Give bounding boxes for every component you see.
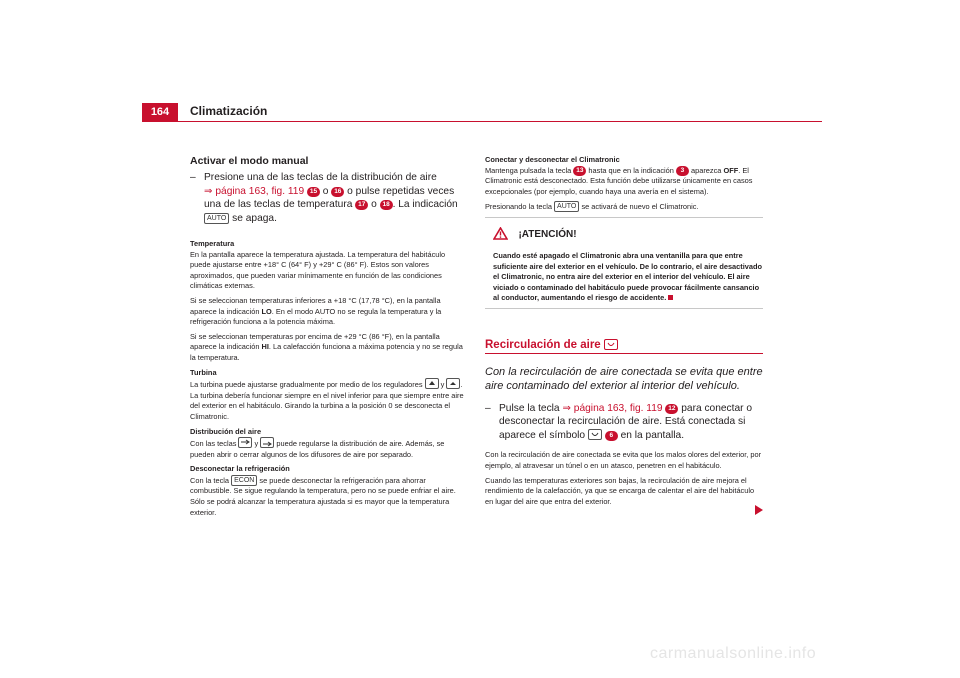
- badge-13: 13: [573, 166, 586, 176]
- recirculation-paragraph: Con la recirculación de aire conectada se evita que los malos olores del exterior, por ejemplo, al atravesar un túnel o en un atasco, penetren en el habitáculo.: [485, 450, 762, 471]
- warning-text: Cuando esté apagado el Climatronic abra una ventanilla para que entre suficiente aire del exterior en el vehículo. De lo contrario, el aire desactivado el Climatronic, no entra aire del exterior en el interior del vehículo. El aire viciado o contaminado del habitáculo puede provocar fácilmente cansancio al conductor, aumentando el riesgo de accidente.: [493, 250, 763, 303]
- badge-17: 17: [355, 200, 368, 210]
- recirculation-icon: [588, 429, 602, 440]
- onoff-paragraph: Mantenga pulsada la tecla 13 hasta que en la indicación 3 aparezca OFF. El Climatronic está desconectado. Esta función debe utilizarse únicamente en casos excepcionales (por ejemplo, cuando haya una avería en el sistema).: [485, 165, 753, 196]
- air-distribution-paragraph: Con las teclas y puede regularse la distribución de aire. Además, se pueden abrir o cerrar algunos de los difusores de aire por separado.: [190, 439, 445, 459]
- step-text: o: [322, 185, 329, 197]
- right-column: [485, 155, 763, 511]
- badge-18: 18: [380, 200, 393, 210]
- badge-15: 15: [307, 187, 320, 197]
- left-column: [190, 155, 465, 522]
- recirculation-lead: Con la recirculación de aire conectada se evita que entre aire contaminado del exterior al interior del vehículo.: [485, 365, 763, 393]
- badge-6: 6: [605, 431, 618, 441]
- page-link[interactable]: ⇒ página 163, fig. 119: [204, 185, 305, 197]
- fan-paragraph: La turbina puede ajustarse gradualmente por medio de los reguladores y . La turbina debería funcionar siempre en el nivel inferior para que siempre entre aire del exterior en el habitáculo. Girando la turbina a la posición 0 se desconecta el Climatronic.: [190, 380, 464, 421]
- page-number: 164: [142, 103, 178, 122]
- step-text: Presione una de las teclas de la distribución de aire: [204, 172, 437, 183]
- step-dash: –: [190, 172, 196, 183]
- step-text: o: [371, 199, 377, 210]
- air-distribution-heading: Distribución del aire: [190, 426, 262, 436]
- step-text: o pulse repetidas veces una de las teclas de temperatura: [204, 185, 455, 210]
- fan-heading: Turbina: [190, 367, 217, 377]
- recirculation-section-title: Recirculación de aire: [485, 339, 763, 354]
- econ-key: ECON: [231, 475, 257, 486]
- temperature-paragraph: Si se seleccionan temperaturas inferiores a +18 °C (17,78 °C), en la pantalla aparece la indicación LO. En el modo AUTO no se regula la temperatura y la refrigeración funciona a la potencia máxima.: [190, 295, 442, 327]
- recirculation-icon: [604, 339, 618, 350]
- onoff-paragraph: Presionando la tecla AUTO se activará de nuevo el Climatronic.: [485, 202, 699, 212]
- step-dash: –: [485, 402, 491, 414]
- auto-key: AUTO: [204, 213, 229, 224]
- temperature-paragraph: En la pantalla aparece la temperatura ajustada. La temperatura del habitáculo puede ajustarse entre +18° C (64° F) y +29° C (86° F). Estos son valores aproximados, que pueden variar mínimamente en función de las condiciones climáticas externas.: [190, 249, 446, 291]
- page-link[interactable]: ⇒ página 163, fig. 119: [562, 402, 663, 414]
- cooling-off-paragraph: Con la tecla ECON se puede desconectar la refrigeración para ahorrar combustible. Se sigue regulando la temperatura, pero no se puede enfriar el aire. Sólo se podrá alcanzar la temperatura ajustada si es mayor que la temperatura exterior.: [190, 475, 456, 517]
- temperature-paragraph: Si se seleccionan temperaturas por encima de +29 °C (86 °F), en la pantalla aparece la indicación HI. La calefacción funciona a máxima potencia y no se regula la temperatura.: [190, 331, 463, 362]
- auto-key: AUTO: [554, 201, 579, 212]
- recirculation-step: – Pulse la tecla ⇒ página 163, fig. 119 12 para conectar o desconectar la recirculación de aire. Está conectada si aparece el símbolo 6 en la pantalla.: [485, 402, 753, 441]
- watermark: carmanualsonline.info: [650, 645, 817, 662]
- warning-title: ¡ATENCIÓN!: [518, 228, 577, 240]
- header-rule: [142, 121, 822, 122]
- badge-16: 16: [331, 187, 344, 197]
- warning-triangle-icon: [493, 227, 508, 245]
- air-direction-icon: [260, 437, 274, 448]
- warning-box: [485, 217, 763, 309]
- temperature-heading: Temperatura: [190, 239, 235, 248]
- step-text: se apaga.: [232, 212, 277, 224]
- badge-3: 3: [676, 166, 689, 176]
- manual-mode-step: [190, 171, 465, 225]
- step-text: . La indicación: [392, 199, 458, 210]
- cooling-off-heading: Desconectar la refrigeración: [190, 464, 290, 474]
- page-title: Climatización: [190, 104, 268, 118]
- manual-mode-heading: Activar el modo manual: [190, 155, 309, 167]
- next-page-arrow-icon: [755, 505, 763, 515]
- fan-icon: [425, 378, 439, 389]
- badge-12: 12: [665, 404, 678, 414]
- fan-icon: [446, 378, 460, 389]
- onoff-heading: Conectar y desconectar el Climatronic: [485, 155, 620, 164]
- air-direction-icon: [238, 437, 252, 448]
- recirculation-paragraph: Cuando las temperaturas exteriores son bajas, la recirculación de aire mejora el rendimiento de la calefacción, ya que se encarga de calentar el aire del habitáculo en lugar del aire que entra del exterior.: [485, 475, 755, 506]
- end-marker-icon: [668, 295, 673, 300]
